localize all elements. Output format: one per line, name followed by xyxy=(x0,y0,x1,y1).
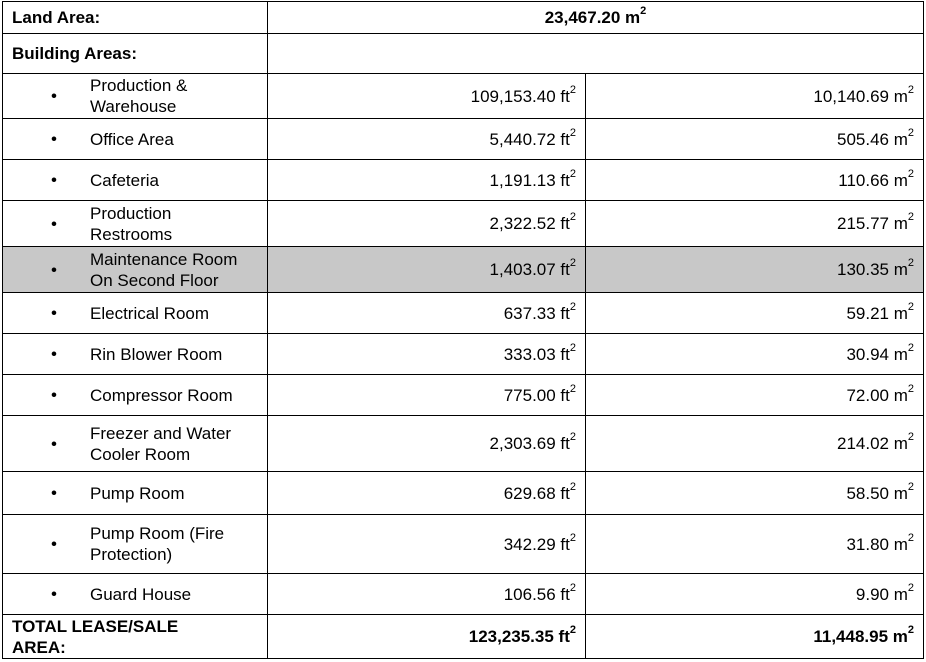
row-ft: 2,322.52 $ft^2$ xyxy=(268,201,586,247)
bullet-icon: • xyxy=(51,214,57,233)
row-m: 505.46 $m^2$ xyxy=(586,119,924,160)
row-label: • Pump Room (Fire Protection) xyxy=(3,515,268,574)
row-ft: 775.00 $ft^2$ xyxy=(268,375,586,416)
row-ft: 109,153.40 $ft^2$ xyxy=(268,74,586,119)
row-ft: 1,403.07 $ft^2$ xyxy=(268,247,586,293)
total-label: TOTAL LEASE/SALE AREA: xyxy=(3,615,268,659)
row-ft: 342.29 $ft^2$ xyxy=(268,515,586,574)
row-label: • Production & Warehouse xyxy=(3,74,268,119)
row-label: • Freezer and Water Cooler Room xyxy=(3,416,268,472)
table-row xyxy=(3,574,924,615)
row-ft: 637.33 $ft^2$ xyxy=(268,293,586,334)
row-m: 9.90 $m^2$ xyxy=(586,574,924,615)
row-label: • Maintenance Room On Second Floor xyxy=(3,247,268,293)
land-area-row xyxy=(3,2,924,34)
row-m: 130.35 $m^2$ xyxy=(586,247,924,293)
row-ft: 333.03 $ft^2$ xyxy=(268,334,586,375)
bullet-icon: • xyxy=(51,534,57,554)
table-row xyxy=(3,416,924,472)
row-ft: 629.68 $ft^2$ xyxy=(268,472,586,515)
row-label: • Pump Room xyxy=(3,472,268,515)
bullet-icon: • xyxy=(51,434,57,453)
table-row xyxy=(3,334,924,375)
building-areas-empty xyxy=(268,34,924,74)
row-label: • Production Restrooms xyxy=(3,201,268,247)
row-ft: 106.56 $ft^2$ xyxy=(268,574,586,615)
table-row xyxy=(3,515,924,574)
table-row xyxy=(3,119,924,160)
table-row xyxy=(3,472,924,515)
bullet-icon: • xyxy=(51,170,57,190)
total-row xyxy=(3,615,924,659)
table-row xyxy=(3,375,924,416)
bullet-icon: • xyxy=(51,129,57,149)
bullet-icon: • xyxy=(51,303,57,323)
building-areas-row xyxy=(3,34,924,74)
building-areas-label: Building Areas: xyxy=(3,34,268,74)
row-ft: 5,440.72 $ft^2$ xyxy=(268,119,586,160)
row-label: • Electrical Room xyxy=(3,293,268,334)
table-row-highlighted xyxy=(3,247,924,293)
row-ft: 1,191.13 $ft^2$ xyxy=(268,160,586,201)
row-label: • Cafeteria xyxy=(3,160,268,201)
row-m: 215.77 $m^2$ xyxy=(586,201,924,247)
row-m: 10,140.69 $m^2$ xyxy=(586,74,924,119)
row-m: 31.80 $m^2$ xyxy=(586,515,924,574)
row-m: 214.02 $m^2$ xyxy=(586,416,924,472)
row-m: 59.21 $m^2$ xyxy=(586,293,924,334)
row-m: 58.50 $m^2$ xyxy=(586,472,924,515)
table-row xyxy=(3,74,924,119)
land-area-label: Land Area: xyxy=(3,2,268,34)
land-area-value: 23,467.20 $m^2$ xyxy=(268,2,924,34)
bullet-icon: • xyxy=(51,344,57,364)
bullet-icon: • xyxy=(51,86,57,106)
row-label: • Rin Blower Room xyxy=(3,334,268,375)
row-m: 72.00 $m^2$ xyxy=(586,375,924,416)
table-row xyxy=(3,160,924,201)
bullet-icon: • xyxy=(51,584,57,604)
row-label: • Office Area xyxy=(3,119,268,160)
row-m: 30.94 $m^2$ xyxy=(586,334,924,375)
bullet-icon: • xyxy=(51,260,57,279)
table-row xyxy=(3,293,924,334)
bullet-icon: • xyxy=(51,483,57,503)
row-ft: 2,303.69 $ft^2$ xyxy=(268,416,586,472)
total-m: 11,448.95 $m^2$ xyxy=(586,615,924,659)
row-m: 110.66 $m^2$ xyxy=(586,160,924,201)
total-ft: 123,235.35 $ft^2$ xyxy=(268,615,586,659)
row-label: • Compressor Room xyxy=(3,375,268,416)
area-table xyxy=(2,1,924,659)
table-row xyxy=(3,201,924,247)
bullet-icon: • xyxy=(51,385,57,405)
row-label: • Guard House xyxy=(3,574,268,615)
